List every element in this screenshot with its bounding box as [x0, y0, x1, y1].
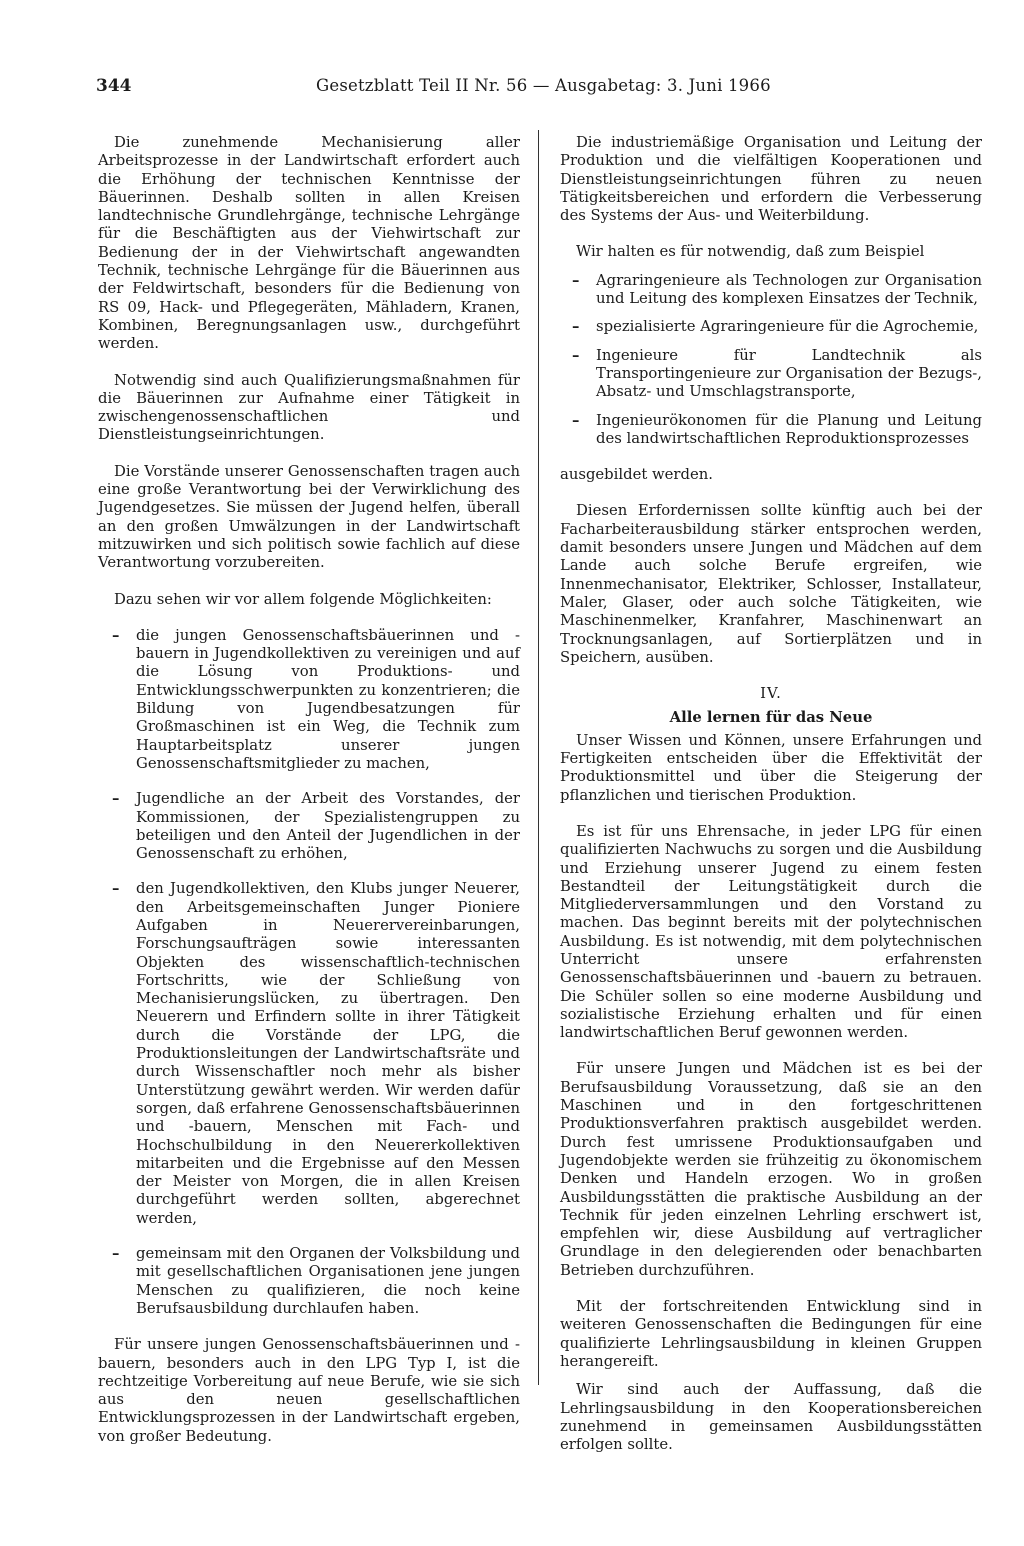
paragraph: Die zunehmende Mechanisierung aller Arbeitsprozesse in der Landwirtschaft erfordert auch die Erhöhung der technischen Kenntnisse der Bäuerinnen. Deshalb sollten in allen Kreisen landtechnische Grundlehrgänge, technische Lehrgänge für die Beschäftigten aus der Viehwirtschaft zur Bedienung der in der Viehwirtschaft angewandten Technik, technische Lehrgänge für die Bäuerinnen aus der Feldwirtschaft, besonders für die Bedienung von RS 09, Hack- und Pflegegeräten, Mähladern, Kranen, Kombinen, Beregnungsanlagen usw., durchgeführt werden.	[98, 134, 520, 353]
list-item: – gemeinsam mit den Organen der Volksbildung und mit gesellschaftlichen Organisationen jene jungen Menschen zu qualifizieren, die noch keine Berufsausbildung durchlaufen haben.	[98, 1245, 520, 1318]
paragraph: Für unsere jungen Genossenschaftsbäuerinnen und -bauern, besonders auch in den LPG Typ I, ist die rechtzeitige Vorbereitung auf neue Berufe, wie sie sich aus den neuen gesellschaftlichen Entwicklungsprozessen in der Landwirtschaft ergeben, von großer Bedeutung.	[98, 1336, 520, 1445]
section-title: Alle lernen für das Neue	[669, 709, 873, 727]
paragraph: Es ist für uns Ehrensache, in jeder LPG für einen qualifizierten Nachwuchs zu sorgen und die Ausbildung und Erziehung unserer Jugend zu einem festen Bestandteil der Leitungstätigkeit durch die Mitgliederversammlungen und den Vorstand zu machen. Das beginnt bereits mit der polytechnischen Ausbildung. Es ist notwendig, mit dem polytechnischen Unterricht unsere erfahrensten Genossenschaftsbäuerinnen und -bauern zu betrauen. Die Schüler sollen so eine moderne Ausbildung und sozialistische Erziehung erhalten und für einen landwirtschaftlichen Beruf gewonnen werden.	[560, 822, 982, 1042]
paragraph: Diesen Erfordernissen sollte künftig auch bei der Facharbeiterausbildung stärker entsprochen werden, damit besonders unsere Jungen und Mädchen auf dem Lande auch solche Berufe ergreifen, wie Innenmechanisator, Elektriker, Schlosser, Installateur, Maler, Glaser, oder auch solche Tätigkeiten, wie Maschinenmelker, Kranfahrer, Maschinenwart an Trocknungsanlagen, auf Sortierplätzen und in Speichern, ausüben.	[560, 502, 982, 666]
header-title: Gesetzblatt Teil II Nr. 56 — Ausgabetag: 3. Juni 1966	[316, 76, 771, 95]
paragraph: Dazu sehen wir vor allem folgende Möglichkeiten:	[114, 590, 492, 608]
list-item: – Ingenieurökonomen für die Planung und Leitung des landwirtschaftlichen Reproduktionsprozesses	[560, 412, 982, 449]
paragraph: Mit der fortschreitenden Entwicklung sind in weiteren Genossenschaften die Bedingungen für eine qualifizierte Lehrlingsausbildung in kleinen Gruppen herangereift.	[560, 1298, 982, 1370]
page-number: 344	[96, 76, 132, 96]
paragraph: Die Vorstände unserer Genossenschaften tragen auch eine große Verantwortung bei der Verwirklichung des Jugendgesetzes. Sie müssen der Jugend helfen, überall an den großen Umwälzungen in der Landwirtschaft mitzuwirken und sich politisch sowie fachlich auf diese Verantwortung vorzubereiten.	[98, 462, 520, 572]
right-column	[560, 134, 982, 1472]
bullet-list	[560, 272, 982, 448]
page-header	[96, 76, 986, 102]
bullet-list	[98, 627, 520, 1318]
left-column	[98, 134, 520, 1464]
list-item: – den Jugendkollektiven, den Klubs junger Neuerer, den Arbeitsgemeinschaften Junger Pioniere Aufgaben in Neuerervereinbarungen, Forschungsaufträgen sowie interessanten Objekten des wissenschaftlich-technischen Fortschritts, wie der Schließung von Mechanisierungslücken, zu übertragen. Den Neuerern und Erfindern sollte in ihrer Tätigkeit durch die Vorstände der LPG, die Produktionsleitungen der Landwirtschaftsräte und durch Wissenschaftler noch mehr als bisher Unterstützung gewährt werden. Wir werden dafür sorgen, daß erfahrene Genossenschaftsbäuerinnen und -bauern, Menschen mit Fach- und Hochschulbildung in den Neuererkollektiven mitarbeiten und die Ergebnisse auf den Messen der Meister von Morgen, die in allen Kreisen durchgeführt werden sollten, abgerechnet werden,	[98, 880, 520, 1228]
paragraph: Wir halten es für notwendig, daß zum Beispiel	[576, 243, 925, 261]
list-item: – Ingenieure für Landtechnik als Transportingenieure zur Organisation der Bezugs-, Absatz- und Umschlagstransporte,	[560, 347, 982, 402]
paragraph: ausgebildet werden.	[560, 466, 713, 484]
column-divider	[538, 130, 539, 1385]
list-item: – Agraringenieure als Technologen zur Organisation und Leitung des komplexen Einsatzes der Technik,	[560, 272, 982, 309]
list-item: – Jugendliche an der Arbeit des Vorstandes, der Kommissionen, der Spezialistengruppen zu beteiligen und den Anteil der Jugendlichen in der Genossenschaft zu erhöhen,	[98, 790, 520, 863]
list-item: – spezialisierte Agraringenieure für die Agrochemie,	[560, 318, 982, 336]
list-item: – die jungen Genossenschaftsbäuerinnen und -bauern in Jugendkollektiven zu vereinigen und auf die Lösung von Produktions- und Entwicklungsschwerpunkten zu konzentrieren; die Bildung von Jugendbesatzungen für Großmaschinen ist ein Weg, die Technik zum Hauptarbeitsplatz unserer jungen Genossenschaftsmitglieder zu machen,	[98, 627, 520, 773]
paragraph: Unser Wissen und Können, unsere Erfahrungen und Fertigkeiten entscheiden über die Effektivität der Produktionsmittel und über die Steigerung der pflanzlichen und tierischen Produktion.	[560, 731, 982, 804]
section-number: IV.	[760, 685, 782, 703]
paragraph: Notwendig sind auch Qualifizierungsmaßnahmen für die Bäuerinnen zur Aufnahme einer Tätigkeit in zwischengenossenschaftlichen und Dienstleistungseinrichtungen.	[98, 371, 520, 444]
paragraph: Wir sind auch der Auffassung, daß die Lehrlingsausbildung in den Kooperationsbereichen zunehmend in gemeinsamen Ausbildungsstätten erfolgen sollte.	[560, 1381, 982, 1454]
paragraph: Die industriemäßige Organisation und Leitung der Produktion und die vielfältigen Kooperationen und Dienstleistungseinrichtungen führen zu neuen Tätigkeitsbereichen und erfordern die Verbesserung des Systems der Aus- und Weiterbildung.	[560, 134, 982, 225]
paragraph: Für unsere Jungen und Mädchen ist es bei der Berufsausbildung Voraussetzung, daß sie an den Maschinen und in den fortgeschrittenen Produktionsverfahren praktisch ausgebildet werden. Durch fest umrissene Produktionsaufgaben und Jugendobjekte werden sie frühzeitig zu ökonomischem Denken und Handeln erzogen. Wo in großen Ausbildungsstätten die praktische Ausbildung an der Technik für jeden einzelnen Lehrling erschwert ist, empfehlen wir, diese Ausbildung auf vertraglicher Grundlage in den delegierenden oder benachbarten Betrieben durchzuführen.	[560, 1060, 982, 1279]
